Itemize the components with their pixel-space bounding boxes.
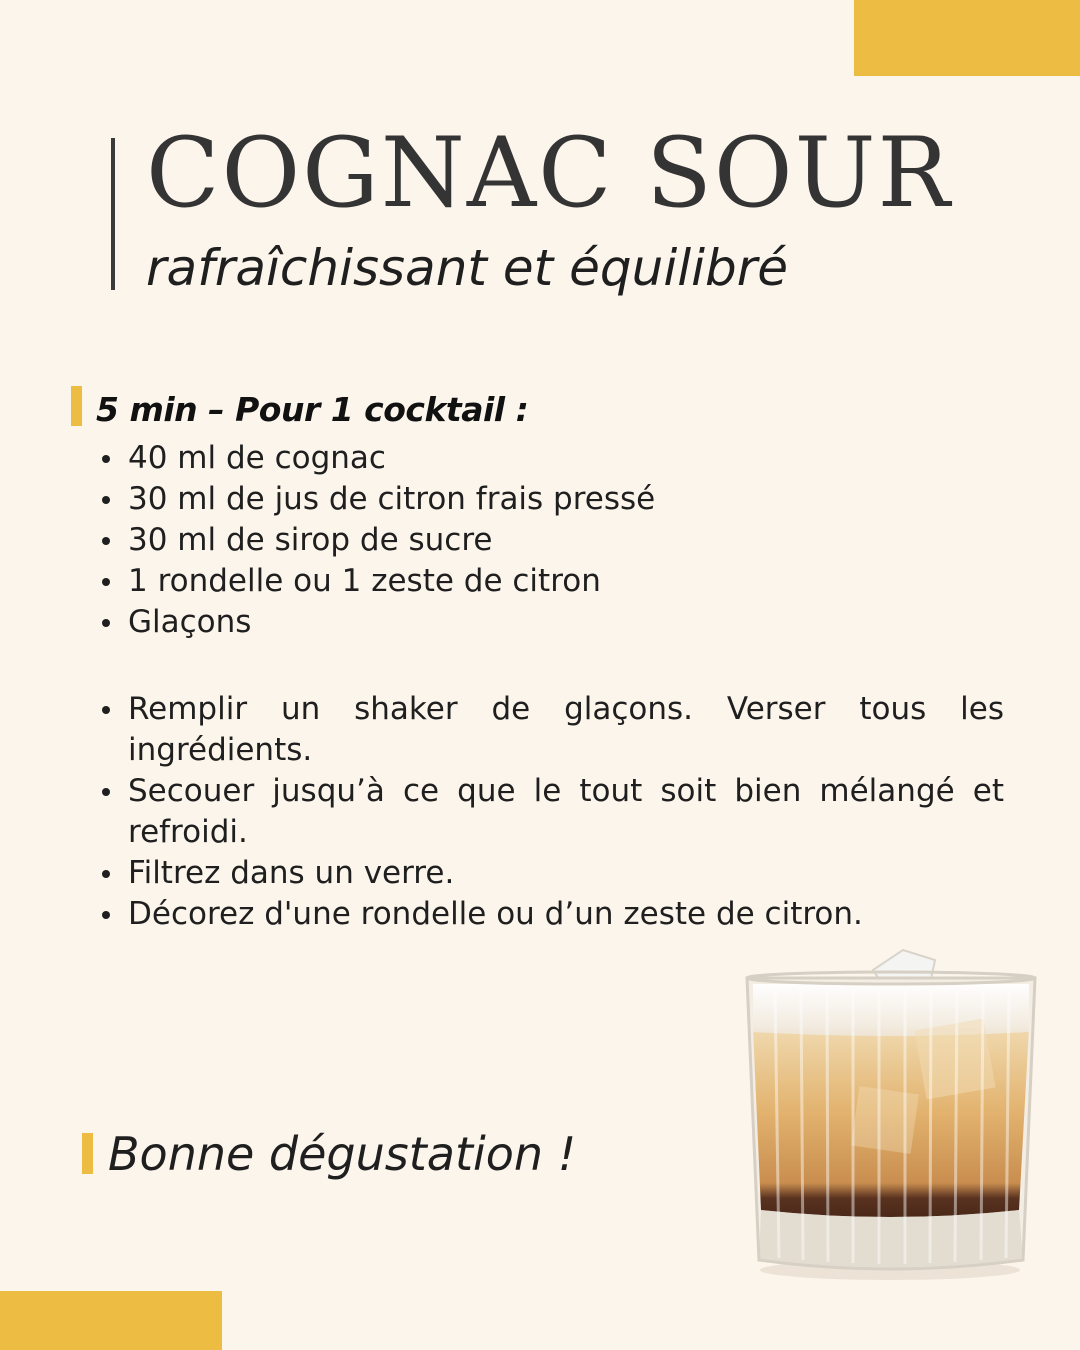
corner-accent-bottom bbox=[0, 1291, 222, 1350]
step-item: Décorez d'une rondelle ou d’un zeste de citron. bbox=[128, 894, 1004, 935]
ingredient-item: 40 ml de cognac bbox=[128, 438, 828, 479]
ingredient-item: 1 rondelle ou 1 zeste de citron bbox=[128, 561, 828, 602]
closing-accent-bar bbox=[82, 1133, 93, 1174]
ingredient-list bbox=[128, 438, 828, 643]
recipe-subtitle: rafraîchissant et équilibré bbox=[146, 239, 789, 297]
step-list bbox=[128, 689, 1004, 935]
meta-accent-bar bbox=[71, 386, 82, 426]
ingredient-item: 30 ml de sirop de sucre bbox=[128, 520, 828, 561]
step-item: Filtrez dans un verre. bbox=[128, 853, 1004, 894]
cocktail-glass-icon bbox=[735, 940, 1045, 1285]
recipe-title: COGNAC SOUR bbox=[146, 117, 952, 229]
prep-info: 5 min – Pour 1 cocktail : bbox=[96, 390, 529, 429]
title-divider bbox=[111, 138, 115, 290]
corner-accent-top bbox=[854, 0, 1080, 76]
step-item: Secouer jusqu’à ce que le tout soit bien mélangé et refroidi. bbox=[128, 771, 1004, 853]
closing-text: Bonne dégustation ! bbox=[108, 1127, 577, 1181]
step-item: Remplir un shaker de glaçons. Verser tous les ingrédients. bbox=[128, 689, 1004, 771]
ingredient-item: Glaçons bbox=[128, 602, 828, 643]
ingredient-item: 30 ml de jus de citron frais pressé bbox=[128, 479, 828, 520]
